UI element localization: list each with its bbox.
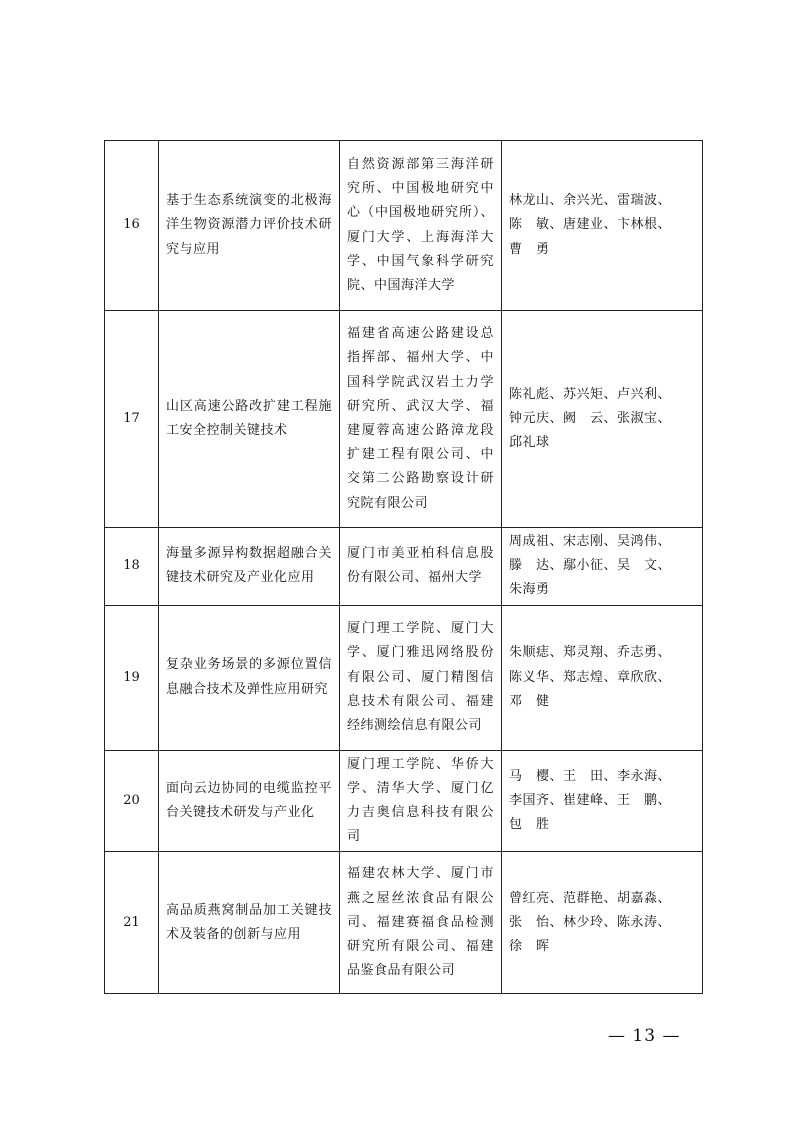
table-row xyxy=(105,750,703,852)
completing-people: 曾红亮、范群艳、胡嘉淼、 张 怡、林少玲、陈永涛、 徐 晖 xyxy=(502,852,703,994)
completing-units: 厦门市美亚柏科信息股份有限公司、福州大学 xyxy=(340,528,502,606)
completing-units: 福建省高速公路建设总指挥部、福州大学、中国科学院武汉岩土力学研究所、武汉大学、福建厦蓉高速公路漳龙段扩建工程有限公司、中交第二公路勘察设计研究院有限公司 xyxy=(340,311,502,528)
row-number: 21 xyxy=(105,852,159,994)
project-name: 面向云边协同的电缆监控平台关键技术研发与产业化 xyxy=(159,750,340,852)
project-name: 高品质燕窝制品加工关键技术及装备的创新与应用 xyxy=(159,852,340,994)
completing-people: 周成祖、宋志刚、吴鸿伟、 滕 达、鄢小征、吴 文、 朱海勇 xyxy=(502,528,703,606)
completing-people: 马 樱、王 田、李永海、 李国齐、崔建峰、王 鹏、 包 胜 xyxy=(502,750,703,852)
page-number: — 13 — xyxy=(608,1026,681,1046)
row-number: 20 xyxy=(105,750,159,852)
row-number: 18 xyxy=(105,528,159,606)
row-number: 17 xyxy=(105,311,159,528)
completing-people: 林龙山、余兴光、雷瑞波、 陈 敏、唐建业、卞林根、 曹 勇 xyxy=(502,141,703,311)
table-row xyxy=(105,605,703,750)
completing-units: 厦门理工学院、华侨大学、清华大学、厦门亿力吉奥信息科技有限公司 xyxy=(340,750,502,852)
project-name: 山区高速公路改扩建工程施工安全控制关键技术 xyxy=(159,311,340,528)
completing-people: 朱顺痣、郑灵翔、乔志勇、 陈义华、郑志煌、章欣欣、 邓 健 xyxy=(502,605,703,750)
project-name: 复杂业务场景的多源位置信息融合技术及弹性应用研究 xyxy=(159,605,340,750)
award-table xyxy=(104,140,703,994)
project-name: 基于生态系统演变的北极海洋生物资源潜力评价技术研究与应用 xyxy=(159,141,340,311)
completing-people: 陈礼彪、苏兴矩、卢兴利、 钟元庆、阙 云、张淑宝、 邱礼球 xyxy=(502,311,703,528)
table-row xyxy=(105,528,703,606)
table-row xyxy=(105,311,703,528)
completing-units: 福建农林大学、厦门市燕之屋丝浓食品有限公司、福建赛福食品检测研究所有限公司、福建品鉴食品有限公司 xyxy=(340,852,502,994)
project-name: 海量多源异构数据超融合关键技术研究及产业化应用 xyxy=(159,528,340,606)
completing-units: 厦门理工学院、厦门大学、厦门雅迅网络股份有限公司、厦门精图信息技术有限公司、福建经纬测绘信息有限公司 xyxy=(340,605,502,750)
table-row xyxy=(105,852,703,994)
row-number: 16 xyxy=(105,141,159,311)
row-number: 19 xyxy=(105,605,159,750)
table-row xyxy=(105,141,703,311)
completing-units: 自然资源部第三海洋研究所、中国极地研究中心（中国极地研究所）、厦门大学、上海海洋大学、中国气象科学研究院、中国海洋大学 xyxy=(340,141,502,311)
